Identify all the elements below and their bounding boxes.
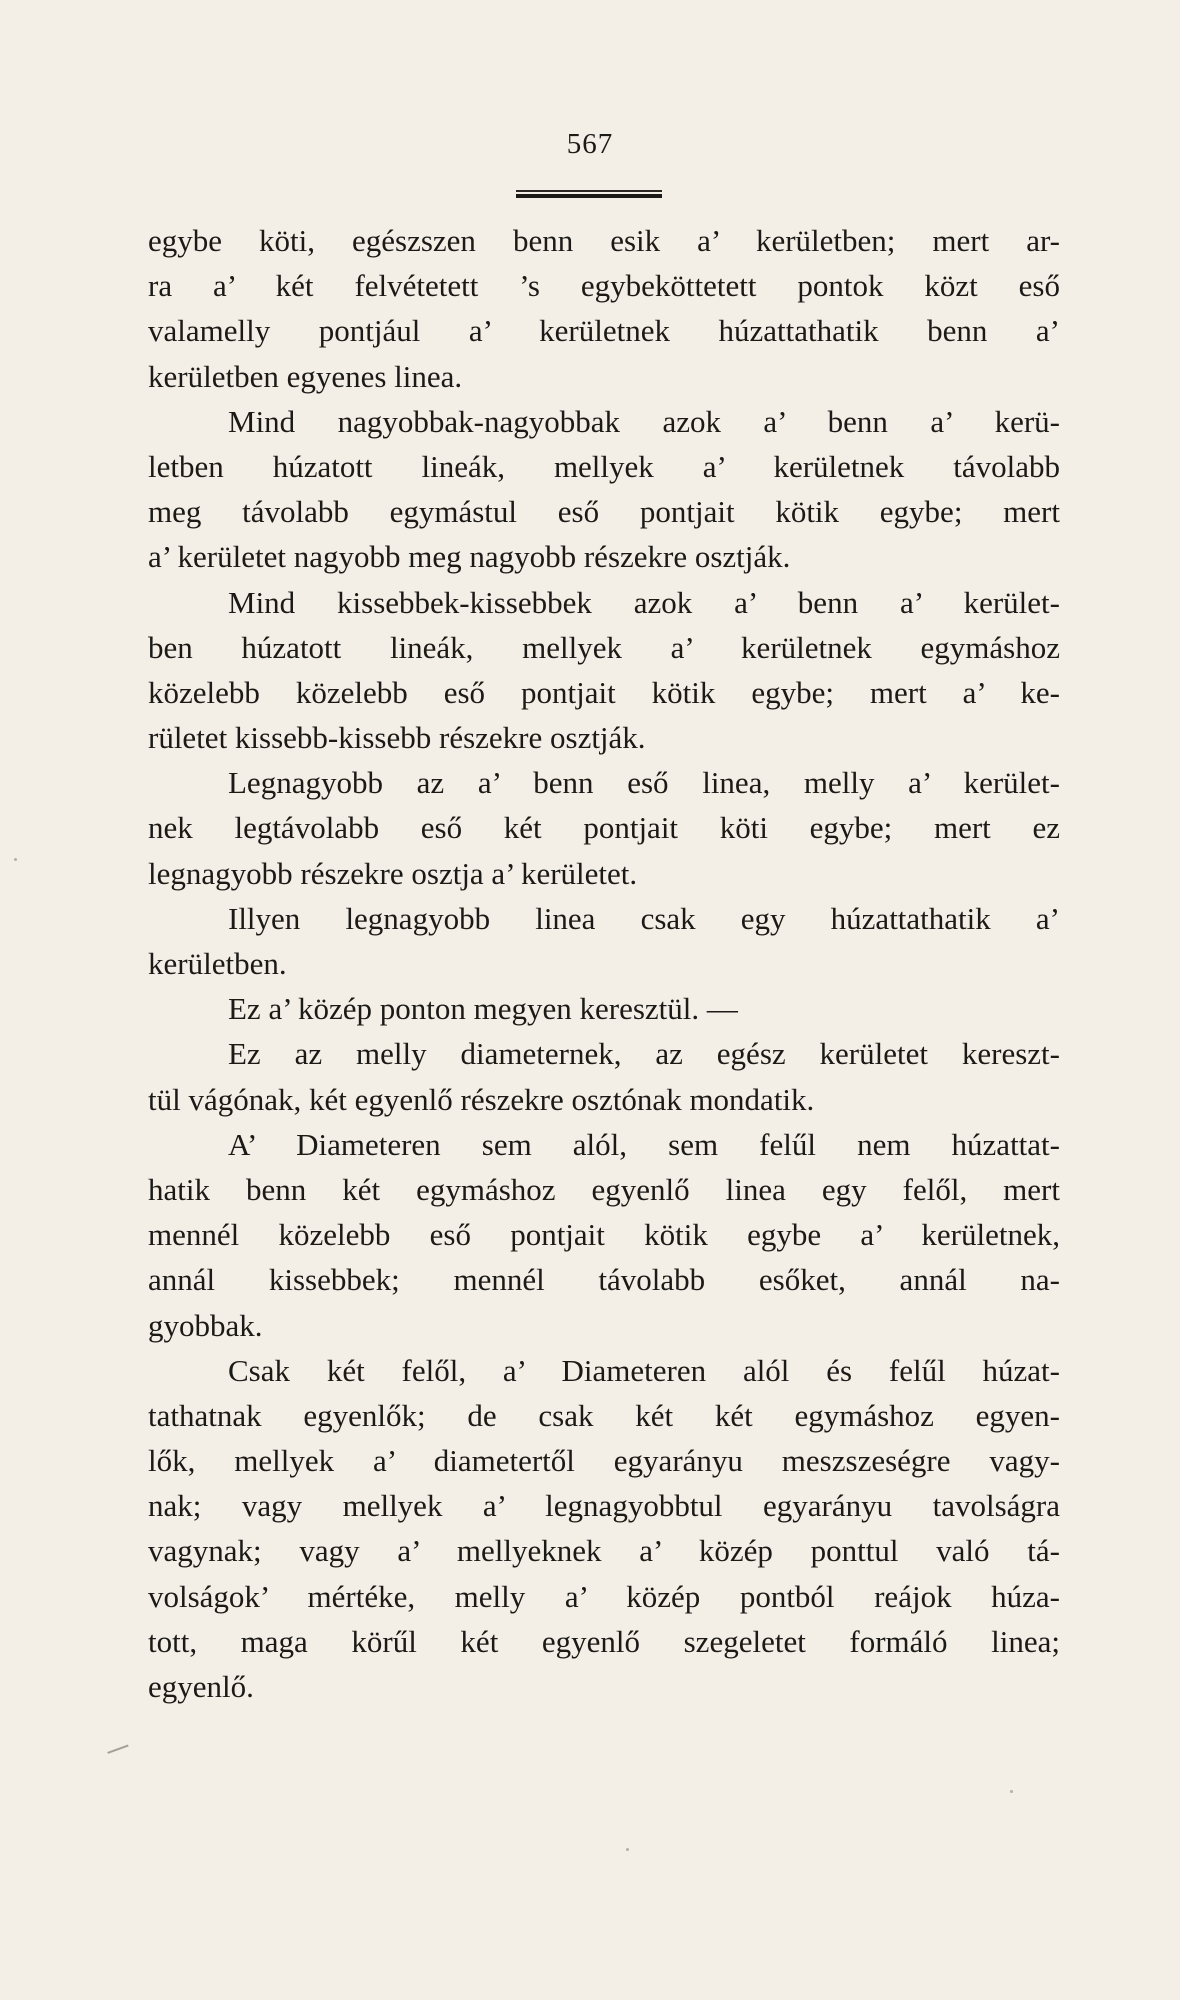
header-rule-thick — [516, 194, 662, 198]
page-text — [148, 218, 1060, 1709]
page-number: 567 — [566, 128, 614, 160]
text-line: annál kissebbek; mennél távolabb esőket, annál na- — [148, 1262, 1060, 1298]
text-line: valamelly pontjául a’ kerületnek húzattathatik benn a’ — [148, 313, 1060, 349]
text-line: legnagyobb részekre osztja a’ kerületet. — [148, 855, 638, 891]
text-line: A’ Diameteren sem alól, sem felűl nem húzattat- — [228, 1126, 1060, 1162]
text-line: Ez a’ közép ponton megyen keresztül. — — [228, 991, 738, 1027]
text-line: tathatnak egyenlők; de csak két két egymáshoz egyen- — [148, 1397, 1060, 1433]
text-line: Legnagyobb az a’ benn eső linea, melly a’ kerület- — [228, 765, 1060, 801]
text-line: lők, mellyek a’ diametertől egyarányu meszszeségre vagy- — [148, 1443, 1060, 1479]
text-line: tül vágónak, két egyenlő részekre osztónak mondatik. — [148, 1081, 815, 1117]
text-line: egyenlő. — [148, 1669, 254, 1704]
text-line: hatik benn két egymáshoz egyenlő linea egy felől, mert — [148, 1171, 1060, 1207]
paper-speck — [14, 858, 17, 861]
text-line: kerületben egyenes linea. — [148, 358, 463, 394]
text-line: kerületben. — [148, 946, 287, 981]
text-line: Mind nagyobbak-nagyobbak azok a’ benn a’ kerü- — [228, 403, 1060, 439]
text-line: Csak két felől, a’ Diameteren alól és felűl húzat- — [228, 1352, 1060, 1388]
text-line: Mind kissebbek-kissebbek azok a’ benn a’ kerület- — [228, 584, 1060, 620]
text-line: közelebb közelebb eső pontjait kötik egybe; mert a’ ke- — [148, 674, 1060, 710]
text-line: ben húzatott lineák, mellyek a’ kerületnek egymáshoz — [148, 629, 1060, 665]
text-line: vagynak; vagy a’ mellyeknek a’ közép ponttul való tá- — [148, 1533, 1060, 1569]
text-line: letben húzatott lineák, mellyek a’ kerületnek távolabb — [148, 448, 1060, 484]
paper-speck — [626, 1848, 629, 1851]
text-line: mennél közelebb eső pontjait kötik egybe a’ kerületnek, — [148, 1217, 1060, 1253]
text-line: Illyen legnagyobb linea csak egy húzattathatik a’ — [228, 900, 1060, 936]
ink-mark — [107, 1744, 130, 1759]
header-rule — [516, 190, 662, 197]
text-line: gyobbak. — [148, 1307, 263, 1343]
text-line: ra a’ két felvétetett ’s egybeköttetett pontok közt eső — [148, 268, 1060, 304]
text-line: rületet kissebb-kissebb részekre osztják. — [148, 720, 646, 756]
text-line: meg távolabb egymástul eső pontjait kötik egybe; mert — [148, 494, 1060, 530]
text-line: egybe köti, egészszen benn esik a’ kerületben; mert ar- — [148, 223, 1060, 258]
text-line: tott, maga körűl két egyenlő szegeletet formáló linea; — [148, 1623, 1060, 1659]
text-line: volságok’ mértéke, melly a’ közép pontból reájok húza- — [148, 1578, 1060, 1614]
text-line: nak; vagy mellyek a’ legnagyobbtul egyarányu tavolságra — [148, 1488, 1060, 1524]
text-line: nek legtávolabb eső két pontjait köti egybe; mert ez — [148, 810, 1060, 846]
paper-speck — [1010, 1790, 1013, 1793]
header-rule-thin — [516, 190, 662, 192]
text-line: Ez az melly diameternek, az egész kerületet kereszt- — [228, 1036, 1060, 1072]
text-line: a’ kerületet nagyobb meg nagyobb részekre osztják. — [148, 539, 791, 575]
